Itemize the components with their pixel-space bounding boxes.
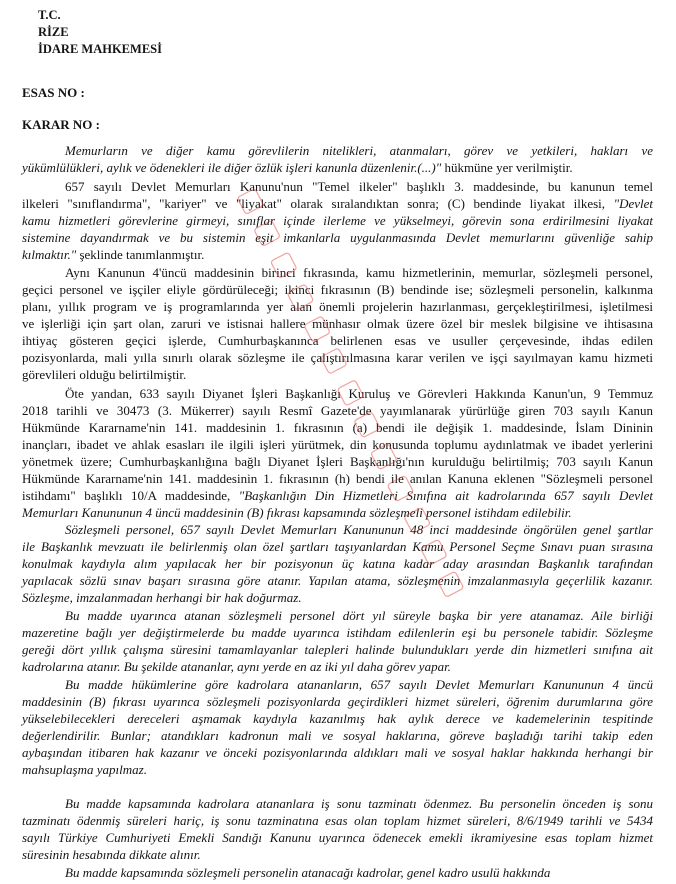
- text-run: hükmüne yer verilmiştir.: [441, 159, 573, 175]
- court-header: [38, 7, 162, 58]
- court-name: İDARE MAHKEMESİ: [38, 42, 162, 56]
- text-line: [22, 195, 653, 212]
- text-line: Bu madde uyarınca atanan sözleşmeli personel dört yıl süreyle başka bir yere atanamaz. Aile birliği: [65, 607, 653, 623]
- italic-run: kılmaktır.": [22, 246, 77, 262]
- paragraph: [22, 142, 653, 176]
- text-line: planı, yıllık program ve iş programlarında yer alan önemli projelerin hazırlanması, gerçekleştirilmesi, işletilmesi: [22, 298, 653, 314]
- text-line: 657 sayılı Devlet Memurları Kanunu'nun "Temel ilkeler" başlıklı 3. maddesinde, bu kanunun temel: [65, 178, 653, 194]
- text-line: yükselebilecekleri dereceleri aşmamak kaydıyla kazanılmış hak aylık derece ve kademelerinin tespitinde: [22, 710, 653, 726]
- text-line: aybaşından itibaren hak kazanır ve önceki pozisyonlarında aldıkları mali ve sosyal haklar hakkında herhangi bir: [22, 744, 653, 760]
- text-line: Memurları Kanununun 4 üncü maddesinin (B) fıkrası kapsamında sözleşmeli personel istihdam edilebilir.: [22, 504, 572, 520]
- text-line: [22, 159, 653, 176]
- text-line: Hükmünde Kararname'nin 141. maddesinin 1. fıkrasının (h) bendi ile anılan Kanuna eklenen "Sözleşmeli personel: [22, 470, 653, 486]
- esas-no-label: ESAS NO :: [22, 84, 85, 100]
- paragraph: [22, 676, 653, 778]
- court-country: T.C.: [38, 8, 61, 22]
- text-line: kamu hizmetleri görevlerine girmeyi, sınıflar içinde ilerleme ve yükselmeyi, görevin sona erdirilmesini liyakat: [22, 212, 653, 228]
- text-line: değerlendirilir. Bunlar; atandıkları kadronun mali ve sosyal haklarına, göreve başladığı tarihi takip eden: [22, 727, 653, 743]
- text-line: Öte yandan, 633 sayılı Diyanet İşleri Başkanlığı Kuruluş ve Görevleri Hakkında Kanun'un, 9 Temmuz: [65, 385, 653, 401]
- text-run: istihdamı" başlıklı 10/A maddesinde,: [22, 487, 231, 503]
- text-line: Aynı Kanunun 4'üncü maddesinin birinci fıkrasında, kamu hizmetlerinin, memurlar, sözleşmeli personel,: [65, 264, 653, 280]
- paragraph: [22, 607, 653, 675]
- text-run: ilkeleri "sınıflandırma", "kariyer" ve "liyakat" olarak sıralandıktan sonra; (C) bendinde liyakat ilkesi,: [22, 195, 606, 211]
- text-line: [22, 246, 653, 263]
- text-line: gereği dört yıllık çalışma süresini tamamlayanlar talepleri halinde bulundukları yerde din hizmetleri sınıfına ait: [22, 641, 653, 657]
- text-line: tazminatı ödenmiş süreleri hariç, iş sonu tazminatına esas olan toplam hizmet süreleri, 8/6/1949 tarihli ve 5434: [22, 812, 653, 828]
- text-line: görevlileri olduğu belirtilmiştir.: [22, 366, 187, 382]
- text-line: konulmak kaydıyla alım yapılacak her bir pozisyonun üç katına kadar aday arasından Başkanlık tarafından: [22, 555, 653, 571]
- text-line: Bu madde kapsamında sözleşmeli personelin atanacağı kadrolar, genel kadro usulü hakkında: [65, 864, 551, 880]
- text-line: maddesinin (B) fıkrası uyarınca sözleşmeli pozisyonlarda geçirdikleri hizmet süreleri, öğrenim durumlarına göre: [22, 693, 653, 709]
- text-line: mahsuplaşma yapılmaz.: [22, 761, 147, 777]
- text-line: kadrolarına atanır. Bu şekilde atananlar, aynı yerde en az iki yıl daha görev yapar.: [22, 658, 451, 674]
- paragraph: [22, 385, 653, 521]
- text-run: şeklinde tanımlanmıştır.: [76, 246, 205, 262]
- text-line: geçici personel ve işçiler eliyle gördürüleceği; ikinci fıkrasının (B) bendinde ise; sözleşmeli personelin, kalkınma: [22, 281, 653, 297]
- text-line: ihtiyaç gösteren geçici işlerde, Cumhurbaşkanınca belirlenen esas ve usuller çerçevesinde, ihdas edilen: [22, 332, 653, 348]
- text-line: yapılacak sözlü sınav başarı sırasına göre atanır. Yapılan atama, sözleşmenin imzalanmasıyla geçerlilik kazanır.: [22, 572, 653, 588]
- paragraph: [22, 795, 653, 863]
- text-line: pozisyonlarda, mali yılla sınırlı olarak sözleşme ile çalıştırılmasına karar verilen ve işçi sayılmayan kamu hizmeti: [22, 349, 653, 365]
- italic-run: "Başkanlığın Din Hizmetleri Sınıfına ait kadrolarında 657 sayılı Devlet: [230, 487, 653, 503]
- text-line: Hükmünde Kararname'nin 141. maddesinin 1. fıkrasının (a) bendi ile değişik 1. maddesinde, İslam Dininin: [22, 419, 653, 435]
- text-line: 2018 tarihli ve 30473 (3. Mükerrer) sayılı Resmî Gazete'de yayımlanarak yürürlüğe giren 703 sayılı Kanun: [22, 402, 653, 418]
- text-line: inançları, ibadet ve ahlak esasları ile ilgili işleri yürütmek, din konusunda toplumu aydınlatmak ve ibadet yerlerini: [22, 436, 653, 452]
- italic-run: yükümlülükleri, aylık ve ödenekleri ile diğer özlük işleri kanunla düzenlenir.(...)": [22, 159, 442, 175]
- text-line: sayılı Türkiye Cumhuriyeti Emekli Sandığı Kanunu uyarınca ödenecek emekli ikramiyesine esas toplam hizmet: [22, 829, 653, 845]
- text-line: mazeretine bağlı yer değiştirmelerde bu madde uyarınca istihdam edilenlerin eşi bu personele tabidir. Sözleşme: [22, 624, 653, 640]
- paragraph: [22, 178, 653, 263]
- text-line: Bu madde kapsamında kadrolara atananlara iş sonu tazminatı ödenmez. Bu personelin önceden iş sonu: [65, 795, 653, 811]
- text-line: Memurların ve diğer kamu görevlilerin nitelikleri, atanmaları, görev ve yetkileri, hakları ve: [65, 142, 653, 158]
- paragraph: [22, 264, 653, 383]
- text-line: ile Başkanlık mevzuatı ile belirlenmiş olan özel şartları taşıyanlardan Kamu Personel Seçme Sınavı puan sırasına: [22, 538, 653, 554]
- italic-run: "Devlet: [605, 195, 653, 211]
- paragraph: [22, 864, 653, 881]
- decision-body: [22, 142, 653, 881]
- karar-no-label: KARAR NO :: [22, 116, 100, 132]
- text-line: Sözleşmeli personel, 657 sayılı Devlet Memurları Kanununun 48 inci maddesinde öngörülen genel şartlar: [65, 521, 653, 537]
- text-line: Bu madde hükümlerine göre kadrolara atananların, 657 sayılı Devlet Memurları Kanununun 4 üncü: [65, 676, 653, 692]
- paragraph: [22, 521, 653, 606]
- court-city: RİZE: [38, 25, 69, 39]
- text-line: [22, 487, 653, 504]
- text-line: sistemine dayandırmak ve bu sistemin eşit imkanlarla uygulanmasında Devlet memurlarını güvenliğe sahip: [22, 229, 653, 245]
- text-line: süresinin hesabında dikkate alınır.: [22, 846, 201, 862]
- text-line: Sözleşme, imzalanmadan herhangi bir hak doğurmaz.: [22, 589, 302, 605]
- text-line: ve işlerliği için şart olan, zaruri ve istisnai hallere münhasır olmak üzere özel bir meslek bilgisine ve ihtisasına: [22, 315, 653, 331]
- text-line: yönetmek üzere; Cumhurbaşkanlığına bağlı Diyanet İşleri Başkanlığı'nın kurulduğu belirtilmiş; 703 sayılı Kanun: [22, 453, 653, 469]
